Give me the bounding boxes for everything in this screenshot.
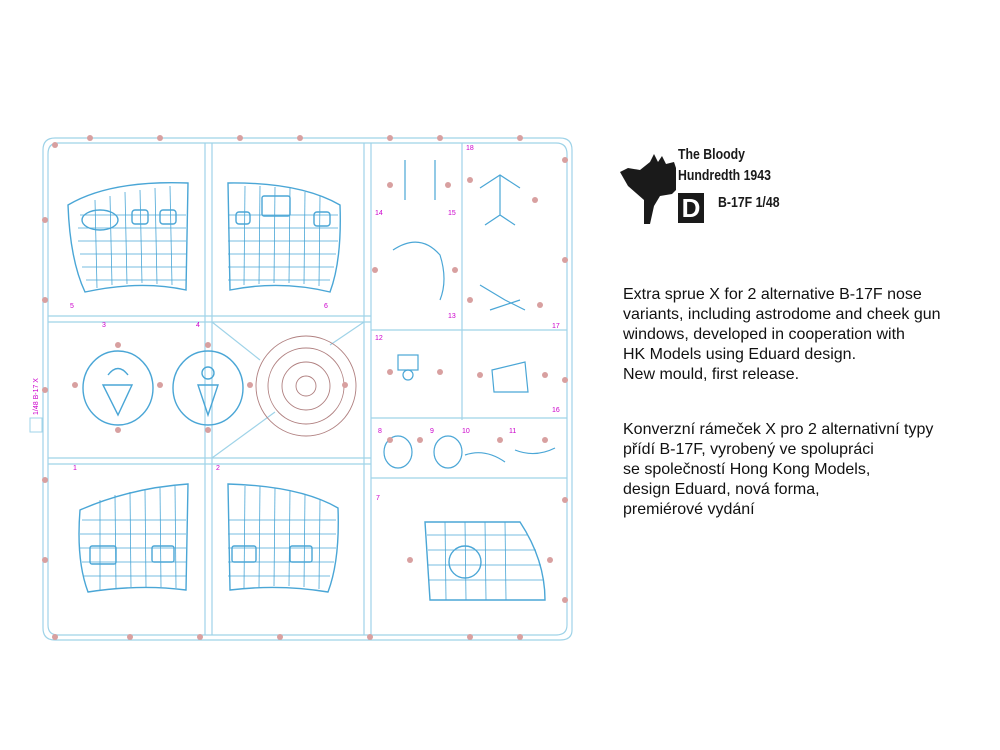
desc-en-line: variants, including astrodome and cheek gun (623, 306, 941, 323)
description-czech (623, 420, 933, 520)
part-5-nose-panel (68, 183, 188, 292)
description-english (623, 285, 941, 385)
part-number-labels (70, 145, 560, 502)
part-3-round-window (83, 351, 153, 425)
desc-en-line: New mould, first release. (623, 366, 800, 383)
part-num-9: 9 (430, 428, 434, 435)
desc-cz-line: se společností Hong Kong Models, (623, 461, 871, 478)
part-num-5: 5 (70, 303, 74, 310)
desc-en-line: HK Models using Eduard design. (623, 346, 857, 363)
part-num-13: 13 (448, 313, 456, 320)
desc-cz-line: Konverzní rámeček X pro 2 alternativní typy (623, 421, 934, 438)
part-num-3: 3 (102, 322, 106, 329)
part-num-4: 4 (196, 322, 200, 329)
sprue-side-label: 1/48 B-17 X (33, 378, 40, 415)
desc-en-line: Extra sprue X for 2 alternative B-17F nose (623, 286, 922, 303)
part-num-17: 17 (552, 323, 560, 330)
part-num-1: 1 (73, 465, 77, 472)
part-num-8: 8 (378, 428, 382, 435)
part-num-12: 12 (375, 335, 383, 342)
desc-en-line: windows, developed in cooperation with (623, 326, 905, 343)
part-num-16: 16 (552, 407, 560, 414)
part-num-2: 2 (216, 465, 220, 472)
part-num-7: 7 (376, 495, 380, 502)
part-num-10: 10 (462, 428, 470, 435)
part-num-18: 18 (466, 145, 474, 152)
part-num-15: 15 (448, 210, 456, 217)
logo-line1: The Bloody (678, 146, 745, 163)
desc-cz-line: design Eduard, nová forma, (623, 481, 820, 498)
part-6-nose-panel (228, 183, 340, 292)
part-num-6: 6 (324, 303, 328, 310)
part-num-11: 11 (509, 428, 517, 435)
desc-cz-line: premiérové vydání (623, 501, 755, 518)
part-1-nose-panel (79, 484, 188, 592)
logo-scale: B-17F 1/48 (718, 194, 780, 211)
part-4-round-window (173, 351, 243, 425)
part-7-nose-panel (425, 522, 545, 600)
desc-cz-line: přídí B-17F, vyrobený ve spolupráci (623, 441, 874, 458)
logo-letter-badge: D (678, 193, 704, 223)
astrodome-disc (256, 336, 356, 436)
part-2-nose-panel (228, 484, 338, 592)
logo-line2: Hundredth 1943 (678, 167, 771, 184)
part-num-14: 14 (375, 210, 383, 217)
small-parts-right (384, 160, 555, 468)
eduard-logo-mark (30, 418, 42, 432)
